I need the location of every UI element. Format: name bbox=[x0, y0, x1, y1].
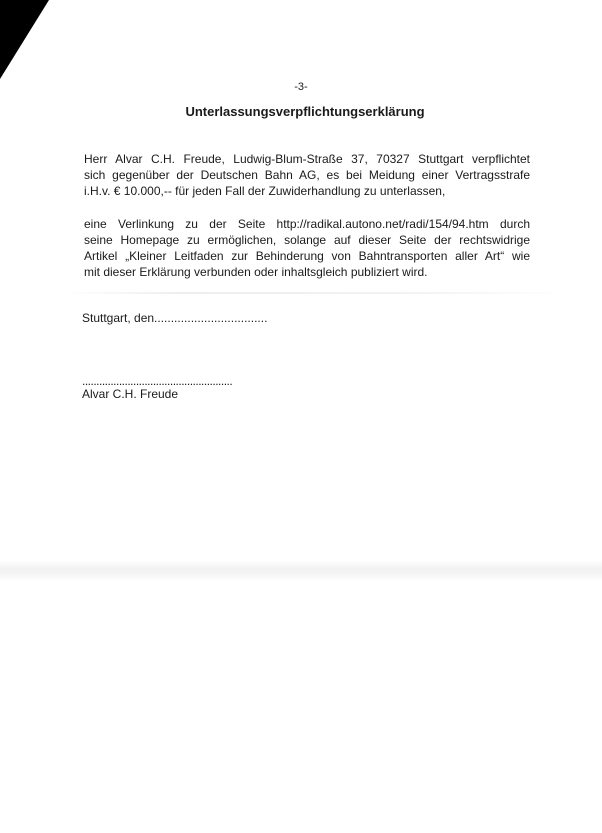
paragraph-line: Artikel „Kleiner Leitfaden zur Behinderung von Bahntransporten aller Art“ wie bbox=[84, 249, 530, 263]
scan-artifact bbox=[0, 292, 602, 294]
paragraph-line: mit dieser Erklärung verbunden oder inhaltsgleich publiziert wird. bbox=[84, 265, 428, 279]
paragraph-line: Herr Alvar C.H. Freude, Ludwig-Blum-Straße 37, 70327 Stuttgart verpflichtet bbox=[84, 152, 530, 166]
document-title: Unterlassungsverpflichtungserklärung bbox=[185, 104, 425, 119]
obligation-paragraph bbox=[84, 151, 530, 199]
paragraph-line: seine Homepage zu ermöglichen, solange auf dieser Seite der rechtswidrige bbox=[84, 233, 530, 247]
scan-corner-shadow bbox=[0, 0, 50, 80]
scan-artifact bbox=[0, 560, 602, 582]
paragraph-line: i.H.v. € 10.000,-- für jeden Fall der Zuwiderhandlung zu unterlassen, bbox=[84, 184, 446, 198]
page-number: -3- bbox=[294, 81, 308, 93]
signatory-name: Alvar C.H. Freude bbox=[82, 387, 179, 401]
signature-line: ..................................................... bbox=[82, 374, 233, 388]
condition-paragraph bbox=[84, 216, 530, 280]
paragraph-line: eine Verlinkung zu der Seite http://radikal.autono.net/radi/154/94.htm durch bbox=[84, 217, 530, 231]
paragraph-line: sich gegenüber der Deutschen Bahn AG, es bei Meidung einer Vertragsstrafe bbox=[84, 168, 530, 182]
place-date-line: Stuttgart, den.................................. bbox=[82, 311, 268, 325]
